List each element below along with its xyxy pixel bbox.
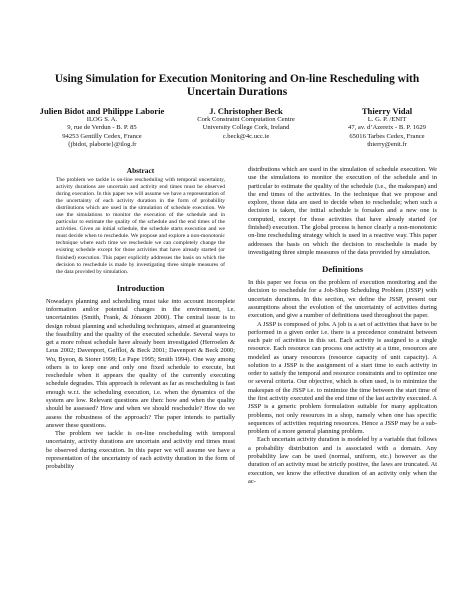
definitions-paragraph-3: Each uncertain activity duration is modeled by a variable that follows a probability distribution and is associated with a domain. Any probability law can be used (normal, uniform, etc.) however as the duration of an activity must be strictly positive, the laws are truncated. At execution, we know the effective duration of an activity only when the ac- bbox=[248, 436, 437, 485]
author-org: Cork Constraint Computation Centre bbox=[197, 116, 295, 123]
right-column bbox=[248, 166, 437, 486]
author-email: thierry@enit.fr bbox=[367, 141, 407, 149]
left-column bbox=[46, 166, 235, 472]
introduction-paragraph-1: Nowadays planning and scheduling must take into account incomplete information and/or potential changes in the environment, i.e. uncertainties (Smith, Frank, & Jónsson 2000). The central issue is to design robust planning and scheduling techniques, aimed at guaranteeing the feasibility and the quality of the executed schedule. Several ways to get a more robust schedule have already been investigated (Herroelen & Leus 2002; Davenport, Gefflot, & Beck 2001; Davenport & Beck 2000; Wu, Byeon, & Storer 1999; Le Pape 1995; Smith 1994). One way among others is to keep one and only one fixed schedule to execute, but reschedule when it appears the quality of the currently executing schedule degrades. This approach is relevant as far as rescheduling is fast enough w.r.t. the scheduling execution, i.e. when the dynamics of the system are low. Relevant questions are then: how and when the quality should be assessed? How and when we should reschedule? How do we assess the robustness of the approach? The paper intends to partially answer these questions. bbox=[46, 297, 235, 429]
author-org: ILOG S. A. bbox=[86, 116, 118, 123]
author-block-bidot-laborie bbox=[22, 106, 182, 150]
author-names: Julien Bidot and Philippe Laborie bbox=[39, 106, 165, 116]
author-address-line-1: University College Cork, Ireland bbox=[202, 124, 290, 132]
author-email: {jbidot, plaborie}@ilog.fr bbox=[67, 141, 137, 149]
author-block-beck bbox=[172, 106, 320, 141]
author-names: Thierry Vidal bbox=[361, 106, 413, 116]
author-block-vidal bbox=[322, 106, 452, 150]
abstract-heading: Abstract bbox=[126, 166, 155, 175]
author-address-line-2: 94253 Gentilly Cedex, France bbox=[62, 132, 142, 140]
author-names: J. Christopher Beck bbox=[209, 106, 283, 116]
author-org: L. G. P. /ENIT bbox=[367, 116, 407, 123]
author-address-line-1: 9, rue de Verdun - B. P. 85 bbox=[67, 124, 137, 132]
author-address-line-1: 47, av. d’Azereix - B. P. 1629 bbox=[348, 124, 426, 132]
author-address-line-2: 65016 Tarbes Cedex, France bbox=[349, 132, 425, 140]
author-email: c.beck@4c.ucc.ie bbox=[222, 132, 270, 140]
definitions-paragraph-2: A JSSP is composed of jobs. A job is a set of activities that have to be performed in a given order i.e. there is a precedence constraint between each pair of activities in this set. Each activity is assigned to a single resource. Each resource can process one activity at a time, resources are modeled as unary resources (resource capacity of unit capacity). A solution to a JSSP is the assignment of a start time to each activity in order to satisfy the temporal and resource constraints and to optimize one or several criteria. Our objective, which is often used, is to minimize the makespan of the JSSP i.e. to minimize the time between the start time of the first activity executed and the end time of the last activity executed. A JSSP is a generic problem formulation suitable for many application problems, not only resources in a shop, namely when one has specific sequences of activities requiring resources. Hence a JSSP may be a sub-problem of a more general planning problem. bbox=[248, 320, 437, 436]
definitions-heading: Definitions bbox=[321, 264, 364, 275]
introduction-heading: Introduction bbox=[116, 282, 165, 293]
introduction-paragraph-2: The problem we tackle is on-line rescheduling with temporal uncertainty, activity durations are uncertain and activity end times must be observed during execution. In this paper we will assume we have a representation of the uncertainty of each activity duration in the form of probability bbox=[46, 430, 235, 471]
paper-title bbox=[40, 73, 434, 100]
abstract-text: The problem we tackle is on-line rescheduling with temporal uncertainty, activity durations are uncertain and activity end times must be observed during execution. In this paper we will assume we have a representation of the uncertainty of each activity duration in the form of probability distributions which are used in the simulation of schedule execution. We use the simulations to monitor the execution of the schedule and in particular to estimate the quality of the schedule and the end times of the activities. Given an initial schedule, the schedule starts execution and we must decide when to reschedule. We propose and explore a non-monotonic technique where each time we reschedule we can completely change the existing schedule except for those activities that have already started (or finished) execution. This paper explicitly addresses the basis on which the decision to reschedule is made by investigating three simple measures of the data provided by simulation. bbox=[56, 177, 225, 275]
definitions-paragraph-1: In this paper we focus on the problem of execution monitoring and the decision to reschedule for a Job-Shop Scheduling Problem (JSSP) with uncertain durations. In this section, we define the JSSP, present our assumptions about the evolution of the uncertainty of activities during execution, and give a number of definitions used throughout the paper. bbox=[248, 279, 437, 320]
title-line-1: Using Simulation for Execution Monitoring and On-line Rescheduling with bbox=[54, 73, 420, 85]
title-line-2: Uncertain Durations bbox=[186, 86, 288, 99]
introduction-continuation: distributions which are used in the simulation of schedule execution. We use the simulations to monitor the execution of the schedule and in particular to estimate the quality of the schedule (i.e., the makespan) and the end times of the activities. In the technique that we propose and explore, those data are used to decide when to reschedule; when such a decision is taken, the initial schedule is forsaken and a new one is computed, except for those activities that have already started (or finished) execution. The global process is hence clearly a non-monotonic on-line rescheduling strategy which is used in a reactive way. This paper addresses the basis on which the decision to reschedule is made by investigating three simple measures of the data provided by simulation. bbox=[248, 166, 437, 256]
